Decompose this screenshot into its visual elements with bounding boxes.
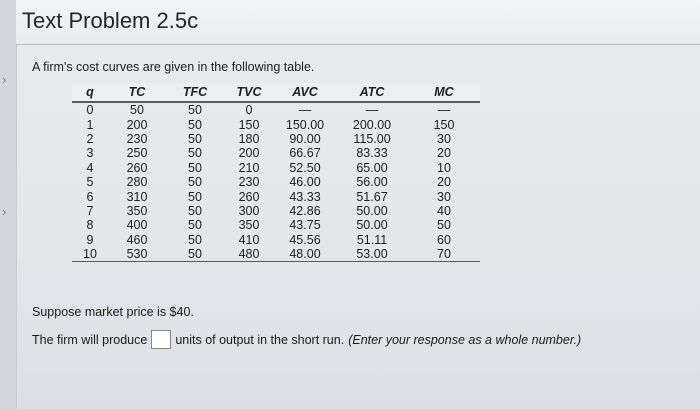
cell-mc: 30 bbox=[437, 189, 451, 204]
cell-q: 9 bbox=[86, 232, 94, 247]
table-row bbox=[72, 247, 480, 262]
cell-tc: 350 bbox=[126, 203, 148, 218]
cell-tvc: 350 bbox=[238, 218, 260, 233]
header-tvc: TVC bbox=[224, 83, 274, 102]
cell-tfc: 50 bbox=[188, 146, 202, 161]
cell-atc: 53.00 bbox=[336, 247, 408, 262]
cell-avc: — bbox=[298, 103, 312, 118]
cell-q: 6 bbox=[86, 189, 94, 204]
table-row bbox=[72, 146, 480, 160]
table-row bbox=[72, 189, 480, 203]
cell-tvc: 260 bbox=[238, 189, 260, 204]
chevron-right-icon[interactable]: › bbox=[2, 204, 7, 219]
prompt-after: units of output in the short run. bbox=[175, 332, 345, 347]
cell-atc: 115.00 bbox=[353, 131, 391, 146]
cell-mc: 10 bbox=[437, 160, 451, 175]
cell-q: 2 bbox=[86, 131, 94, 146]
table-row bbox=[72, 218, 480, 232]
table-row bbox=[72, 175, 480, 189]
header-avc: AVC bbox=[274, 83, 336, 102]
cell-tfc: 50 bbox=[188, 103, 202, 118]
table-row bbox=[72, 233, 480, 247]
cell-avc: 42.86 bbox=[289, 203, 321, 218]
cell-avc: 45.56 bbox=[289, 232, 321, 247]
cell-q: 7 bbox=[86, 203, 94, 218]
market-price-text: Suppose market price is $40. bbox=[32, 305, 194, 319]
cell-avc: 43.75 bbox=[289, 218, 321, 233]
left-navigation-strip bbox=[0, 0, 17, 409]
cell-avc: 150.00 bbox=[285, 117, 325, 132]
cell-avc: 46.00 bbox=[289, 175, 321, 190]
header-q: q bbox=[72, 83, 108, 102]
cell-atc: 200.00 bbox=[352, 117, 392, 132]
cell-tvc: 200 bbox=[238, 146, 260, 161]
cost-table bbox=[72, 83, 480, 262]
cell-atc: 50.00 bbox=[356, 203, 388, 218]
cell-atc: 51.11 bbox=[356, 232, 388, 247]
cell-q: 10 bbox=[72, 247, 108, 262]
cell-mc: 20 bbox=[437, 146, 451, 161]
cell-tvc: 150 bbox=[238, 117, 260, 132]
cell-atc: 65.00 bbox=[356, 160, 388, 175]
cell-q: 5 bbox=[86, 175, 94, 190]
cell-tc: 530 bbox=[108, 247, 166, 262]
cell-tvc: 300 bbox=[238, 203, 260, 218]
cell-q: 4 bbox=[86, 160, 94, 175]
cell-tvc: 410 bbox=[238, 232, 260, 247]
cell-tvc: 180 bbox=[238, 131, 260, 146]
cell-avc: 48.00 bbox=[274, 247, 336, 262]
table-header-row bbox=[72, 83, 480, 102]
cell-tfc: 50 bbox=[188, 203, 202, 218]
cell-tc: 400 bbox=[126, 218, 148, 233]
cell-mc: 70 bbox=[408, 247, 480, 262]
cell-avc: 43.33 bbox=[289, 189, 321, 204]
answer-input[interactable] bbox=[151, 330, 171, 349]
title-bar bbox=[16, 0, 700, 45]
cell-tfc: 50 bbox=[188, 189, 202, 204]
cell-tc: 230 bbox=[126, 131, 148, 146]
cell-atc: 56.00 bbox=[356, 175, 388, 190]
cell-atc: 51.67 bbox=[356, 189, 388, 204]
cell-mc: 40 bbox=[437, 203, 451, 218]
answer-hint: (Enter your response as a whole number.) bbox=[348, 332, 582, 347]
cell-mc: 50 bbox=[437, 218, 451, 233]
header-mc: MC bbox=[408, 83, 480, 102]
cell-tfc: 50 bbox=[188, 175, 202, 190]
header-tfc: TFC bbox=[166, 83, 224, 102]
cell-tc: 310 bbox=[126, 189, 148, 204]
table-row bbox=[72, 102, 480, 117]
cell-q: 3 bbox=[86, 146, 94, 161]
cell-tc: 200 bbox=[126, 117, 148, 132]
cell-avc: 90.00 bbox=[289, 131, 321, 146]
header-atc: ATC bbox=[336, 83, 408, 102]
cell-tfc: 50 bbox=[188, 131, 202, 146]
cell-tvc: 0 bbox=[245, 103, 253, 118]
cell-tc: 460 bbox=[126, 232, 148, 247]
cell-tc: 50 bbox=[130, 103, 144, 118]
cell-atc: — bbox=[365, 103, 379, 118]
chevron-right-icon[interactable]: › bbox=[2, 72, 7, 87]
cell-mc: — bbox=[437, 103, 451, 118]
cell-q: 0 bbox=[86, 103, 94, 118]
cell-tfc: 50 bbox=[188, 232, 202, 247]
prompt-before: The firm will produce bbox=[32, 332, 148, 347]
header-tc: TC bbox=[108, 83, 166, 102]
table-row bbox=[72, 161, 480, 175]
cell-avc: 66.67 bbox=[289, 146, 321, 161]
problem-intro: A firm's cost curves are given in the following table. bbox=[32, 60, 315, 74]
cell-mc: 150 bbox=[433, 117, 455, 132]
cell-mc: 30 bbox=[437, 131, 451, 146]
cell-tvc: 480 bbox=[224, 247, 274, 262]
cell-q: 1 bbox=[86, 117, 94, 132]
table-row bbox=[72, 117, 480, 131]
answer-prompt bbox=[32, 330, 581, 349]
cell-q: 8 bbox=[86, 218, 94, 233]
cell-tvc: 230 bbox=[238, 175, 260, 190]
cell-tfc: 50 bbox=[188, 160, 202, 175]
cell-tc: 280 bbox=[126, 175, 148, 190]
cell-tfc: 50 bbox=[188, 218, 202, 233]
cell-tfc: 50 bbox=[188, 117, 202, 132]
cell-tc: 260 bbox=[126, 160, 148, 175]
cost-table-container bbox=[72, 83, 480, 262]
cell-tc: 250 bbox=[126, 146, 148, 161]
cell-tvc: 210 bbox=[238, 160, 260, 175]
table-row bbox=[72, 204, 480, 218]
cell-atc: 50.00 bbox=[356, 218, 388, 233]
table-row bbox=[72, 132, 480, 146]
page-title: Text Problem 2.5c bbox=[22, 8, 199, 33]
cell-mc: 60 bbox=[437, 232, 451, 247]
cell-tfc: 50 bbox=[166, 247, 224, 262]
cell-avc: 52.50 bbox=[289, 160, 321, 175]
cell-atc: 83.33 bbox=[356, 146, 388, 161]
cell-mc: 20 bbox=[437, 175, 451, 190]
